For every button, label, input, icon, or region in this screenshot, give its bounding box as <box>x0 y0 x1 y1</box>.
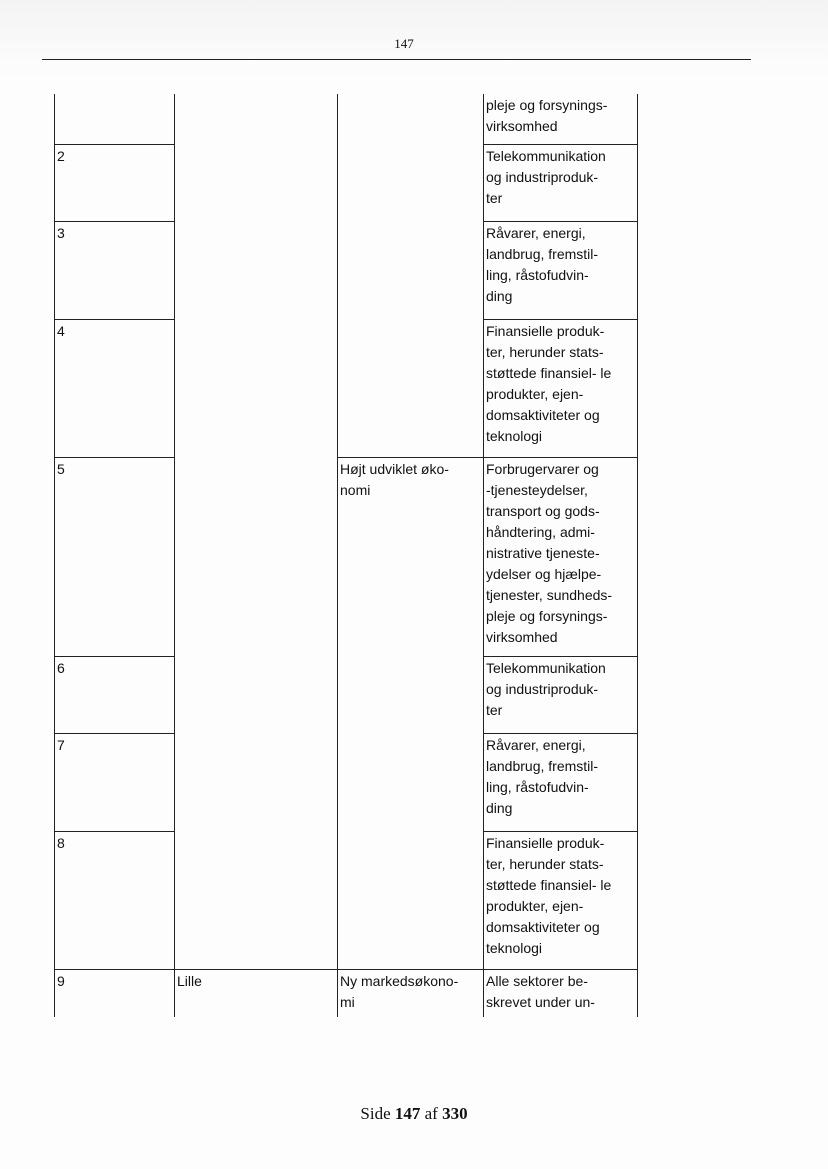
size-cell <box>175 144 338 221</box>
size-cell <box>175 656 338 733</box>
sector-table <box>54 94 638 1017</box>
sector-cell: Telekommunikation og industriproduk- ter <box>484 656 638 733</box>
sector-cell: Finansielle produk- ter, herunder stats- støttede finansiel- le produkter, ejen- domsaktiviteter og teknologi <box>484 319 638 457</box>
row-number-cell: 7 <box>55 733 175 831</box>
footer-prefix: Side <box>360 1104 391 1123</box>
row-number-cell: 2 <box>55 144 175 221</box>
economy-cell <box>338 144 484 221</box>
row-number-cell: 4 <box>55 319 175 457</box>
size-cell <box>175 221 338 319</box>
footer-total-pages: 330 <box>442 1104 468 1123</box>
table-row <box>55 969 638 1017</box>
row-number-cell <box>55 94 175 144</box>
row-number-cell: 3 <box>55 221 175 319</box>
size-cell <box>175 831 338 969</box>
economy-cell <box>338 319 484 457</box>
sector-cell: Råvarer, energi, landbrug, fremstil- ling, råstofudvin- ding <box>484 221 638 319</box>
economy-cell <box>338 656 484 733</box>
row-number-cell: 6 <box>55 656 175 733</box>
economy-cell <box>338 831 484 969</box>
sector-cell: Telekommunikation og industriproduk- ter <box>484 144 638 221</box>
economy-cell: Højt udviklet øko- nomi <box>338 457 484 656</box>
sector-cell: Alle sektorer be- skrevet under un- <box>484 969 638 1017</box>
table-row <box>55 319 638 457</box>
page-footer <box>0 1104 828 1124</box>
header-rule <box>42 59 751 60</box>
row-number-cell: 8 <box>55 831 175 969</box>
row-number-cell: 5 <box>55 457 175 656</box>
page-number: 147 <box>394 36 414 51</box>
table-row <box>55 94 638 144</box>
table-row <box>55 831 638 969</box>
table-row <box>55 221 638 319</box>
economy-cell <box>338 94 484 144</box>
sector-cell: pleje og forsynings- virksomhed <box>484 94 638 144</box>
table-row <box>55 144 638 221</box>
table-row <box>55 656 638 733</box>
row-number-cell: 9 <box>55 969 175 1017</box>
size-cell <box>175 94 338 144</box>
table-row <box>55 733 638 831</box>
economy-cell <box>338 733 484 831</box>
sector-cell: Finansielle produk- ter, herunder stats- støttede finansiel- le produkter, ejen- domsaktiviteter og teknologi <box>484 831 638 969</box>
table-row <box>55 457 638 656</box>
size-cell <box>175 733 338 831</box>
economy-cell <box>338 221 484 319</box>
size-cell <box>175 457 338 656</box>
economy-cell: Ny markedsøkono- mi <box>338 969 484 1017</box>
size-cell <box>175 319 338 457</box>
size-cell: Lille <box>175 969 338 1017</box>
footer-middle: af <box>424 1104 438 1123</box>
sector-cell: Råvarer, energi, landbrug, fremstil- ling, råstofudvin- ding <box>484 733 638 831</box>
sector-cell: Forbrugervarer og -tjenesteydelser, transport og gods- håndtering, admi- nistrative tjeneste- ydelser og hjælpe- tjenester, sundheds- pleje og forsynings- virksomhed <box>484 457 638 656</box>
footer-current-page: 147 <box>394 1104 421 1123</box>
